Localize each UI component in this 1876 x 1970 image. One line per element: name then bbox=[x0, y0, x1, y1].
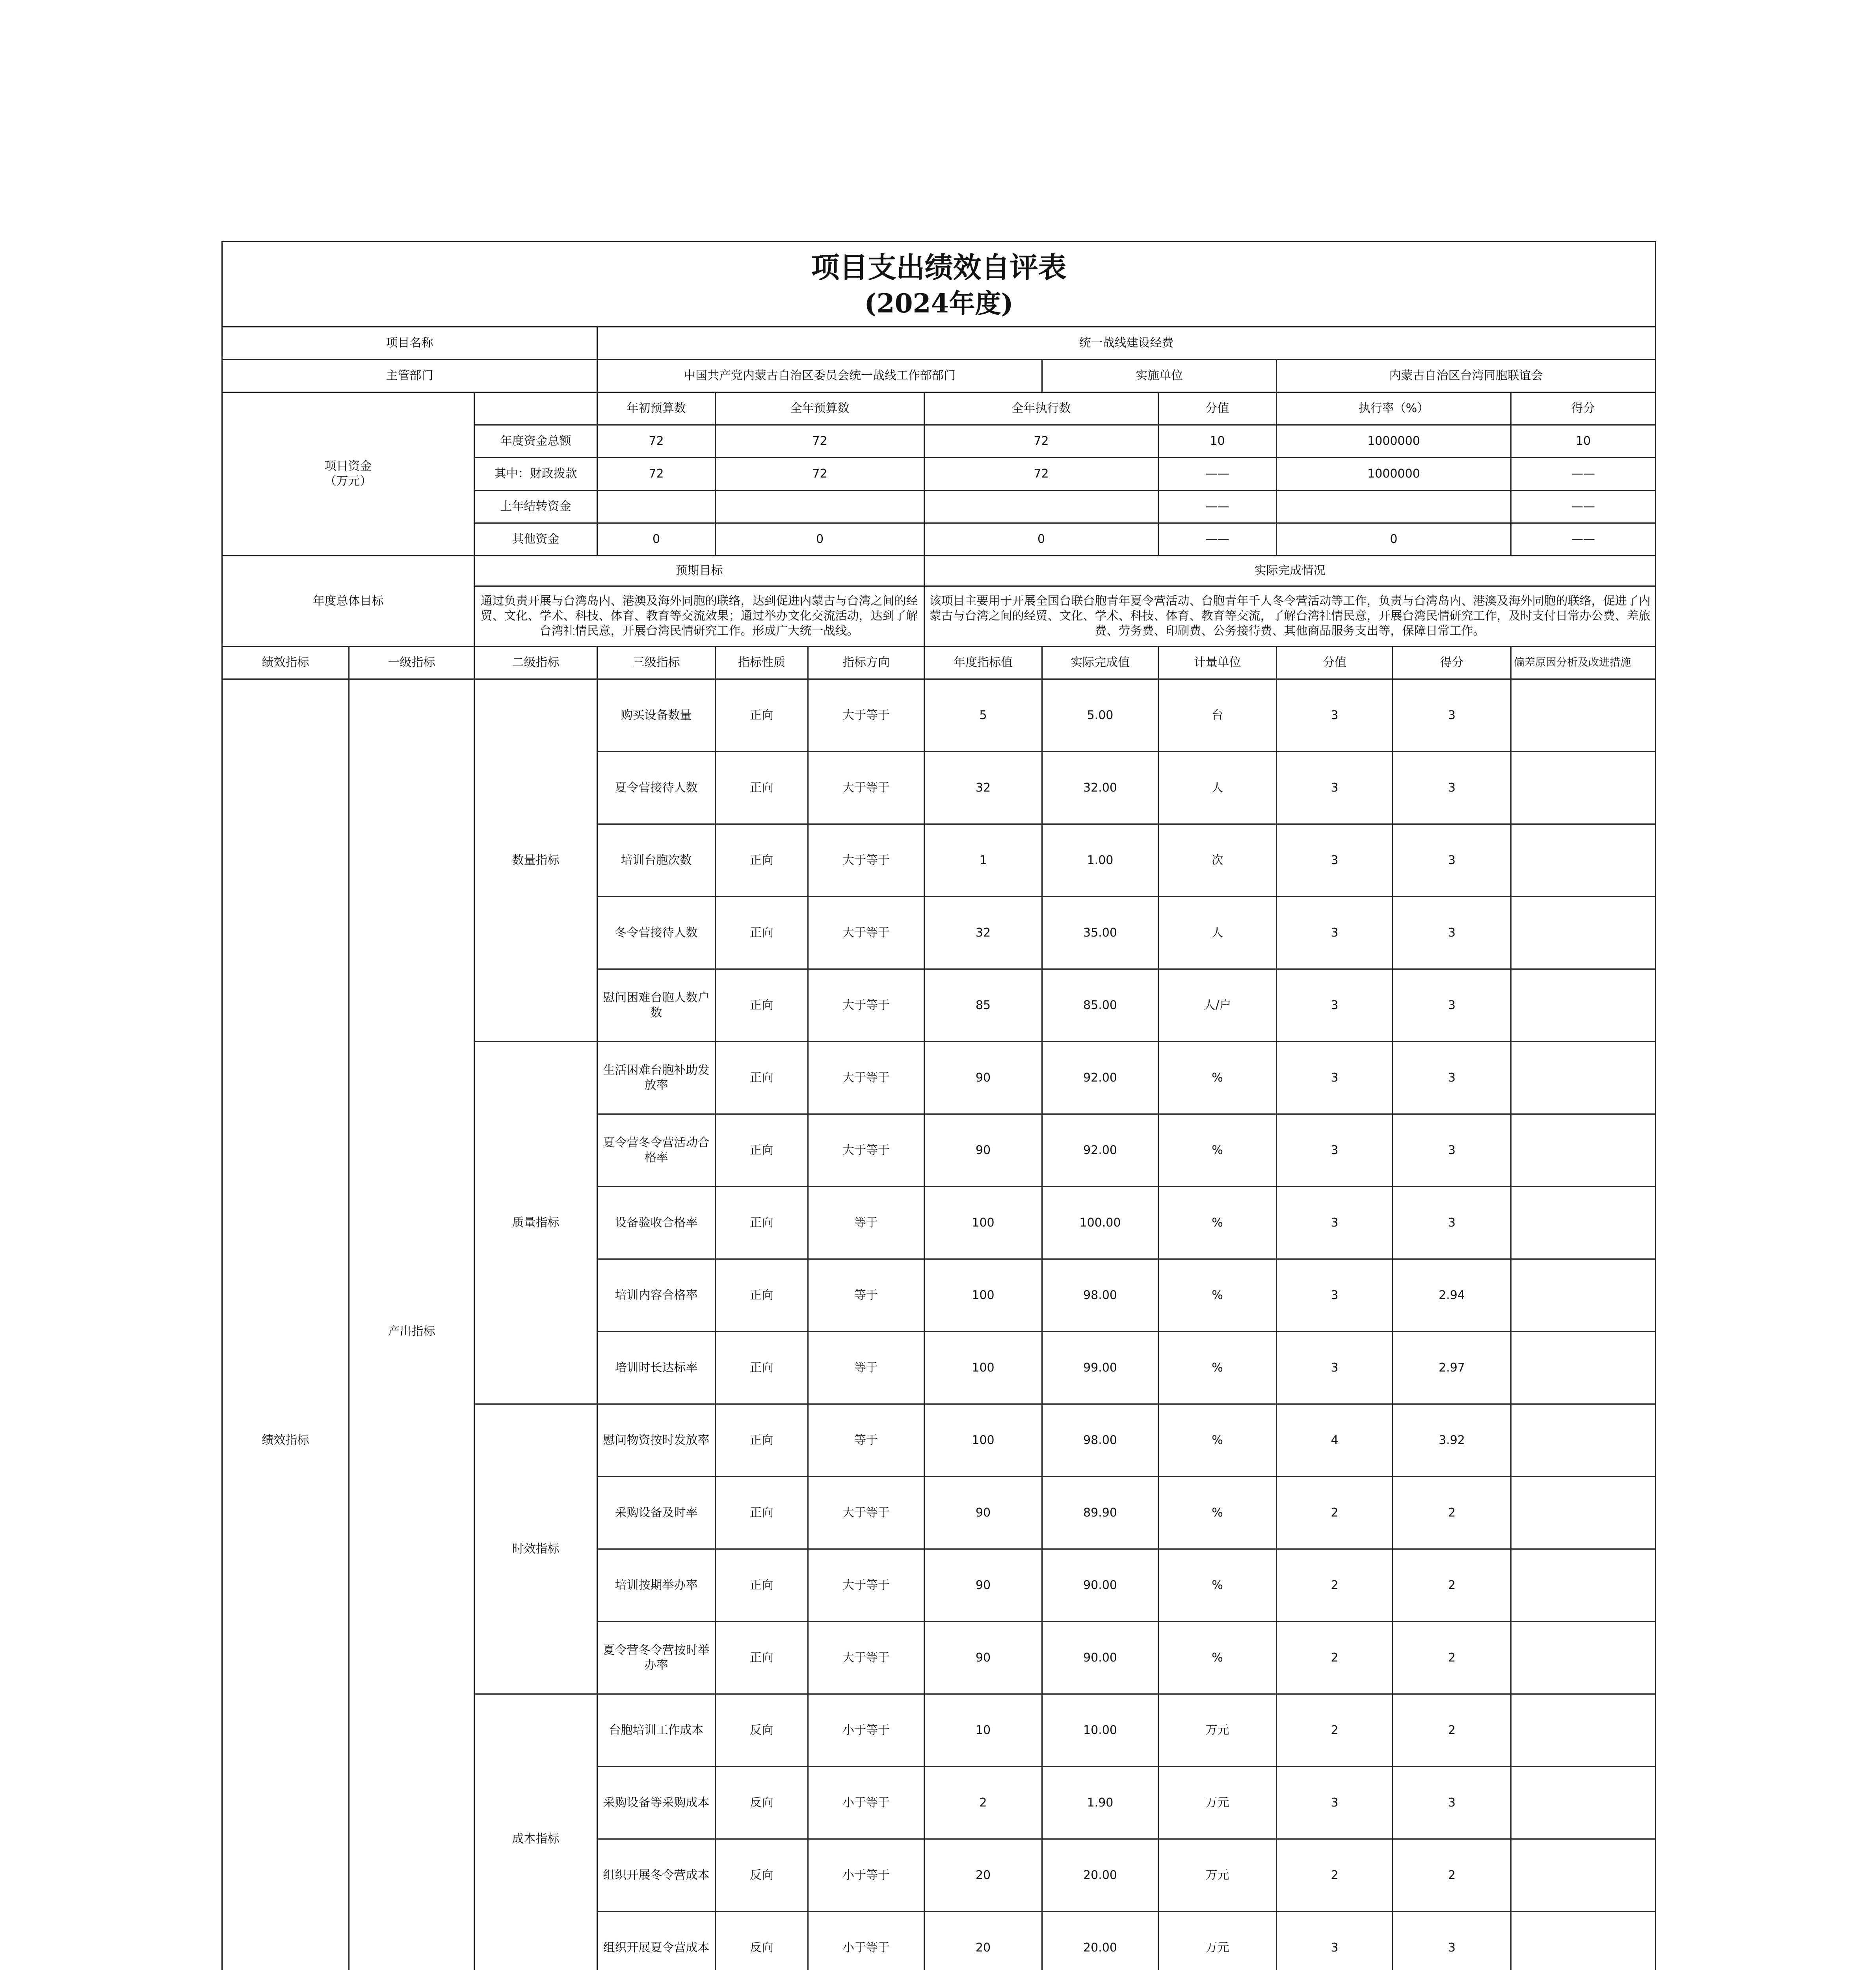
indicator-direction: 大于等于 bbox=[808, 1549, 924, 1622]
indicator-actual: 85.00 bbox=[1042, 969, 1158, 1042]
indicator-name: 生活困难台胞补助发放率 bbox=[597, 1042, 716, 1114]
indicator-header: 分值 bbox=[1277, 647, 1393, 679]
level2-quality: 质量指标 bbox=[474, 1042, 597, 1404]
indicator-target: 100 bbox=[924, 1404, 1042, 1477]
indicator-unit: % bbox=[1158, 1622, 1277, 1694]
indicator-name: 采购设备及时率 bbox=[597, 1477, 716, 1549]
indicator-score: 3 bbox=[1393, 679, 1511, 752]
funds-score: 10 bbox=[1511, 425, 1656, 458]
indicator-actual: 1.90 bbox=[1042, 1767, 1158, 1839]
indicator-score-value: 3 bbox=[1277, 1187, 1393, 1259]
indicator-header: 二级指标 bbox=[474, 647, 597, 679]
indicator-nature: 正向 bbox=[716, 1259, 808, 1332]
indicator-actual: 5.00 bbox=[1042, 679, 1158, 752]
evaluation-sheet bbox=[221, 241, 1655, 1970]
indicator-score-value: 2 bbox=[1277, 1549, 1393, 1622]
funds-annual: 0 bbox=[716, 523, 924, 556]
indicator-actual: 35.00 bbox=[1042, 897, 1158, 969]
indicator-col1: 绩效指标 bbox=[222, 679, 349, 1970]
indicator-nature: 正向 bbox=[716, 1114, 808, 1187]
level1-output: 产出指标 bbox=[349, 679, 474, 1970]
indicator-deviation bbox=[1511, 1332, 1656, 1404]
indicator-target: 2 bbox=[924, 1767, 1042, 1839]
indicator-name: 慰问困难台胞人数户数 bbox=[597, 969, 716, 1042]
indicator-target: 100 bbox=[924, 1187, 1042, 1259]
indicator-unit: 人 bbox=[1158, 752, 1277, 824]
funds-initial: 72 bbox=[597, 425, 716, 458]
indicator-unit: % bbox=[1158, 1042, 1277, 1114]
indicator-name: 夏令营冬令营按时举办率 bbox=[597, 1622, 716, 1694]
funds-executed: 0 bbox=[924, 523, 1158, 556]
indicator-target: 10 bbox=[924, 1694, 1042, 1767]
impl-unit-label: 实施单位 bbox=[1042, 360, 1277, 392]
indicator-actual: 89.90 bbox=[1042, 1477, 1158, 1549]
indicator-deviation bbox=[1511, 1549, 1656, 1622]
indicator-nature: 反向 bbox=[716, 1839, 808, 1912]
indicator-score-value: 2 bbox=[1277, 1839, 1393, 1912]
overall-goal-label: 年度总体目标 bbox=[222, 556, 474, 647]
indicator-actual: 10.00 bbox=[1042, 1694, 1158, 1767]
indicator-header: 指标性质 bbox=[716, 647, 808, 679]
indicator-direction: 大于等于 bbox=[808, 897, 924, 969]
indicator-score: 3 bbox=[1393, 1187, 1511, 1259]
indicator-name: 台胞培训工作成本 bbox=[597, 1694, 716, 1767]
indicator-deviation bbox=[1511, 1114, 1656, 1187]
indicator-header: 三级指标 bbox=[597, 647, 716, 679]
indicator-score-value: 2 bbox=[1277, 1694, 1393, 1767]
indicator-score: 3 bbox=[1393, 1042, 1511, 1114]
indicator-nature: 反向 bbox=[716, 1767, 808, 1839]
indicator-name: 组织开展冬令营成本 bbox=[597, 1839, 716, 1912]
indicator-unit: % bbox=[1158, 1187, 1277, 1259]
indicator-deviation bbox=[1511, 1259, 1656, 1332]
indicator-nature: 反向 bbox=[716, 1694, 808, 1767]
funds-header: 年初预算数 bbox=[597, 392, 716, 425]
indicator-actual: 90.00 bbox=[1042, 1622, 1158, 1694]
table-year: (2024年度) bbox=[864, 288, 1013, 319]
indicator-direction: 等于 bbox=[808, 1404, 924, 1477]
indicator-deviation bbox=[1511, 1694, 1656, 1767]
indicator-deviation bbox=[1511, 1767, 1656, 1839]
funds-row-label: 年度资金总额 bbox=[474, 425, 597, 458]
indicator-name: 购买设备数量 bbox=[597, 679, 716, 752]
table-title-cell bbox=[222, 242, 1656, 327]
indicator-score: 3 bbox=[1393, 897, 1511, 969]
funds-rate: 1000000 bbox=[1277, 458, 1511, 491]
indicator-nature: 正向 bbox=[716, 1187, 808, 1259]
funds-executed: 72 bbox=[924, 425, 1158, 458]
indicator-score-value: 3 bbox=[1277, 1332, 1393, 1404]
indicator-unit: % bbox=[1158, 1404, 1277, 1477]
indicator-unit: 万元 bbox=[1158, 1694, 1277, 1767]
funds-header: 执行率（%） bbox=[1277, 392, 1511, 425]
funds-header: 得分 bbox=[1511, 392, 1656, 425]
indicator-score-value: 3 bbox=[1277, 1042, 1393, 1114]
funds-score-value: —— bbox=[1158, 523, 1277, 556]
indicator-target: 90 bbox=[924, 1622, 1042, 1694]
indicator-direction: 大于等于 bbox=[808, 1114, 924, 1187]
funds-header: 全年预算数 bbox=[716, 392, 924, 425]
funds-rate bbox=[1277, 491, 1511, 523]
funds-score-value: —— bbox=[1158, 491, 1277, 523]
indicator-nature: 正向 bbox=[716, 752, 808, 824]
indicator-nature: 正向 bbox=[716, 1332, 808, 1404]
indicator-actual: 32.00 bbox=[1042, 752, 1158, 824]
indicator-score-value: 3 bbox=[1277, 1767, 1393, 1839]
indicator-nature: 正向 bbox=[716, 1404, 808, 1477]
project-name-label: 项目名称 bbox=[222, 327, 597, 360]
indicator-deviation bbox=[1511, 752, 1656, 824]
funds-label: 项目资金 （万元） bbox=[222, 392, 474, 556]
indicator-score: 3 bbox=[1393, 1767, 1511, 1839]
indicator-unit: 人/户 bbox=[1158, 969, 1277, 1042]
indicator-direction: 等于 bbox=[808, 1332, 924, 1404]
indicator-actual: 20.00 bbox=[1042, 1912, 1158, 1970]
funds-row-label: 其他资金 bbox=[474, 523, 597, 556]
expected-goal-text: 通过负责开展与台湾岛内、港澳及海外同胞的联络，达到促进内蒙古与台湾之间的经贸、文化、学术、科技、体育、教育等交流效果；通过举办文化交流活动，达到了解台湾社情民意，开展台湾民情研究工作。形成广大统一战线。 bbox=[474, 586, 924, 647]
indicator-nature: 正向 bbox=[716, 897, 808, 969]
indicator-target: 90 bbox=[924, 1042, 1042, 1114]
indicator-actual: 20.00 bbox=[1042, 1839, 1158, 1912]
indicator-header: 指标方向 bbox=[808, 647, 924, 679]
actual-result-text: 该项目主要用于开展全国台联台胞青年夏令营活动、台胞青年千人冬令营活动等工作，负责与台湾岛内、港澳及海外同胞的联络，促进了内蒙古与台湾之间的经贸、文化、学术、科技、体育、教育等交流，了解台湾社情民意，开展台湾民情研究工作，及时支付日常办公费、差旅费、劳务费、印刷费、公务接待费、其他商品服务支出等，保障日常工作。 bbox=[924, 586, 1656, 647]
project-name-value: 统一战线建设经费 bbox=[597, 327, 1656, 360]
dept-label: 主管部门 bbox=[222, 360, 597, 392]
indicator-direction: 大于等于 bbox=[808, 679, 924, 752]
indicator-unit: 万元 bbox=[1158, 1767, 1277, 1839]
indicator-target: 20 bbox=[924, 1912, 1042, 1970]
indicator-name: 夏令营冬令营活动合格率 bbox=[597, 1114, 716, 1187]
indicator-nature: 正向 bbox=[716, 1622, 808, 1694]
indicator-unit: 台 bbox=[1158, 679, 1277, 752]
impl-unit-value: 内蒙古自治区台湾同胞联谊会 bbox=[1277, 360, 1656, 392]
funds-initial: 72 bbox=[597, 458, 716, 491]
indicator-direction: 等于 bbox=[808, 1259, 924, 1332]
indicator-target: 90 bbox=[924, 1477, 1042, 1549]
funds-header: 全年执行数 bbox=[924, 392, 1158, 425]
indicator-target: 100 bbox=[924, 1259, 1042, 1332]
indicator-name: 冬令营接待人数 bbox=[597, 897, 716, 969]
indicator-actual: 99.00 bbox=[1042, 1332, 1158, 1404]
indicator-score-value: 4 bbox=[1277, 1404, 1393, 1477]
indicator-direction: 大于等于 bbox=[808, 1042, 924, 1114]
indicator-deviation bbox=[1511, 969, 1656, 1042]
indicator-unit: 人 bbox=[1158, 897, 1277, 969]
indicator-nature: 正向 bbox=[716, 679, 808, 752]
indicator-direction: 大于等于 bbox=[808, 1622, 924, 1694]
funds-rate: 0 bbox=[1277, 523, 1511, 556]
funds-annual: 72 bbox=[716, 425, 924, 458]
indicator-actual: 1.00 bbox=[1042, 824, 1158, 897]
indicator-target: 90 bbox=[924, 1549, 1042, 1622]
indicator-nature: 正向 bbox=[716, 1477, 808, 1549]
funds-executed bbox=[924, 491, 1158, 523]
indicator-direction: 小于等于 bbox=[808, 1912, 924, 1970]
indicator-deviation bbox=[1511, 1477, 1656, 1549]
indicator-score: 2 bbox=[1393, 1694, 1511, 1767]
funds-score: —— bbox=[1511, 491, 1656, 523]
indicator-header: 一级指标 bbox=[349, 647, 474, 679]
indicator-unit: % bbox=[1158, 1477, 1277, 1549]
indicator-name: 设备验收合格率 bbox=[597, 1187, 716, 1259]
indicator-score-value: 3 bbox=[1277, 752, 1393, 824]
indicator-nature: 正向 bbox=[716, 969, 808, 1042]
indicator-name: 组织开展夏令营成本 bbox=[597, 1912, 716, 1970]
indicator-name: 采购设备等采购成本 bbox=[597, 1767, 716, 1839]
funds-rate: 1000000 bbox=[1277, 425, 1511, 458]
indicator-score: 2.94 bbox=[1393, 1259, 1511, 1332]
indicator-deviation bbox=[1511, 1622, 1656, 1694]
indicator-score: 3 bbox=[1393, 1912, 1511, 1970]
indicator-header: 偏差原因分析及改进措施 bbox=[1511, 647, 1656, 679]
indicator-target: 32 bbox=[924, 752, 1042, 824]
indicator-unit: 万元 bbox=[1158, 1839, 1277, 1912]
indicator-actual: 98.00 bbox=[1042, 1259, 1158, 1332]
indicator-score-value: 3 bbox=[1277, 679, 1393, 752]
indicator-direction: 大于等于 bbox=[808, 824, 924, 897]
indicator-header: 绩效指标 bbox=[222, 647, 349, 679]
indicator-header: 计量单位 bbox=[1158, 647, 1277, 679]
indicator-target: 5 bbox=[924, 679, 1042, 752]
indicator-unit: % bbox=[1158, 1259, 1277, 1332]
indicator-name: 培训按期举办率 bbox=[597, 1549, 716, 1622]
indicator-unit: 次 bbox=[1158, 824, 1277, 897]
table-row bbox=[222, 679, 1656, 752]
indicator-score-value: 3 bbox=[1277, 1912, 1393, 1970]
funds-annual bbox=[716, 491, 924, 523]
funds-executed: 72 bbox=[924, 458, 1158, 491]
indicator-score: 2 bbox=[1393, 1477, 1511, 1549]
indicator-score: 2.97 bbox=[1393, 1332, 1511, 1404]
indicator-actual: 98.00 bbox=[1042, 1404, 1158, 1477]
indicator-score: 3 bbox=[1393, 969, 1511, 1042]
indicator-target: 1 bbox=[924, 824, 1042, 897]
indicator-direction: 大于等于 bbox=[808, 1477, 924, 1549]
indicator-actual: 92.00 bbox=[1042, 1042, 1158, 1114]
indicator-score-value: 2 bbox=[1277, 1477, 1393, 1549]
indicator-name: 慰问物资按时发放率 bbox=[597, 1404, 716, 1477]
funds-annual: 72 bbox=[716, 458, 924, 491]
indicator-score-value: 3 bbox=[1277, 1259, 1393, 1332]
funds-score-value: 10 bbox=[1158, 425, 1277, 458]
funds-row-label: 其中：财政拨款 bbox=[474, 458, 597, 491]
indicator-score-value: 3 bbox=[1277, 969, 1393, 1042]
indicator-score: 3 bbox=[1393, 752, 1511, 824]
indicator-score: 3 bbox=[1393, 824, 1511, 897]
indicator-actual: 90.00 bbox=[1042, 1549, 1158, 1622]
indicator-score: 2 bbox=[1393, 1622, 1511, 1694]
indicator-deviation bbox=[1511, 679, 1656, 752]
indicator-name: 夏令营接待人数 bbox=[597, 752, 716, 824]
indicator-deviation bbox=[1511, 1042, 1656, 1114]
funds-row-label: 上年结转资金 bbox=[474, 491, 597, 523]
funds-score-value: —— bbox=[1158, 458, 1277, 491]
indicator-deviation bbox=[1511, 824, 1656, 897]
indicator-unit: % bbox=[1158, 1114, 1277, 1187]
indicator-header: 得分 bbox=[1393, 647, 1511, 679]
funds-score: —— bbox=[1511, 458, 1656, 491]
expected-goal-label: 预期目标 bbox=[474, 556, 924, 586]
indicator-deviation bbox=[1511, 1839, 1656, 1912]
indicator-actual: 92.00 bbox=[1042, 1114, 1158, 1187]
dept-value: 中国共产党内蒙古自治区委员会统一战线工作部部门 bbox=[597, 360, 1042, 392]
indicator-target: 32 bbox=[924, 897, 1042, 969]
funds-initial bbox=[597, 491, 716, 523]
level2-quantity: 数量指标 bbox=[474, 679, 597, 1042]
indicator-direction: 大于等于 bbox=[808, 969, 924, 1042]
funds-score: —— bbox=[1511, 523, 1656, 556]
indicator-name: 培训时长达标率 bbox=[597, 1332, 716, 1404]
indicator-score-value: 3 bbox=[1277, 824, 1393, 897]
indicator-nature: 正向 bbox=[716, 1549, 808, 1622]
indicator-direction: 小于等于 bbox=[808, 1767, 924, 1839]
indicator-target: 90 bbox=[924, 1114, 1042, 1187]
indicator-nature: 反向 bbox=[716, 1912, 808, 1970]
indicator-deviation bbox=[1511, 1187, 1656, 1259]
indicator-actual: 100.00 bbox=[1042, 1187, 1158, 1259]
indicator-unit: % bbox=[1158, 1549, 1277, 1622]
indicator-direction: 等于 bbox=[808, 1187, 924, 1259]
indicator-header: 年度指标值 bbox=[924, 647, 1042, 679]
indicator-score: 2 bbox=[1393, 1549, 1511, 1622]
indicator-nature: 正向 bbox=[716, 1042, 808, 1114]
indicator-direction: 小于等于 bbox=[808, 1694, 924, 1767]
indicator-direction: 小于等于 bbox=[808, 1839, 924, 1912]
indicator-score: 3.92 bbox=[1393, 1404, 1511, 1477]
indicator-deviation bbox=[1511, 897, 1656, 969]
indicator-score: 3 bbox=[1393, 1114, 1511, 1187]
indicator-unit: 万元 bbox=[1158, 1912, 1277, 1970]
indicator-deviation bbox=[1511, 1404, 1656, 1477]
level2-timeliness: 时效指标 bbox=[474, 1404, 597, 1694]
indicator-score-value: 2 bbox=[1277, 1622, 1393, 1694]
self-evaluation-table bbox=[221, 241, 1656, 1970]
indicator-score: 2 bbox=[1393, 1839, 1511, 1912]
table-title: 项目支出绩效自评表 bbox=[811, 250, 1067, 284]
indicator-nature: 正向 bbox=[716, 824, 808, 897]
funds-header-blank bbox=[474, 392, 597, 425]
indicator-target: 85 bbox=[924, 969, 1042, 1042]
indicator-name: 培训内容合格率 bbox=[597, 1259, 716, 1332]
indicator-score-value: 3 bbox=[1277, 1114, 1393, 1187]
indicator-target: 20 bbox=[924, 1839, 1042, 1912]
funds-initial: 0 bbox=[597, 523, 716, 556]
indicator-score-value: 3 bbox=[1277, 897, 1393, 969]
indicator-unit: % bbox=[1158, 1332, 1277, 1404]
indicator-name: 培训台胞次数 bbox=[597, 824, 716, 897]
indicator-target: 100 bbox=[924, 1332, 1042, 1404]
indicator-deviation bbox=[1511, 1912, 1656, 1970]
indicator-header: 实际完成值 bbox=[1042, 647, 1158, 679]
indicator-direction: 大于等于 bbox=[808, 752, 924, 824]
level2-cost: 成本指标 bbox=[474, 1694, 597, 1970]
actual-result-label: 实际完成情况 bbox=[924, 556, 1656, 586]
funds-header: 分值 bbox=[1158, 392, 1277, 425]
